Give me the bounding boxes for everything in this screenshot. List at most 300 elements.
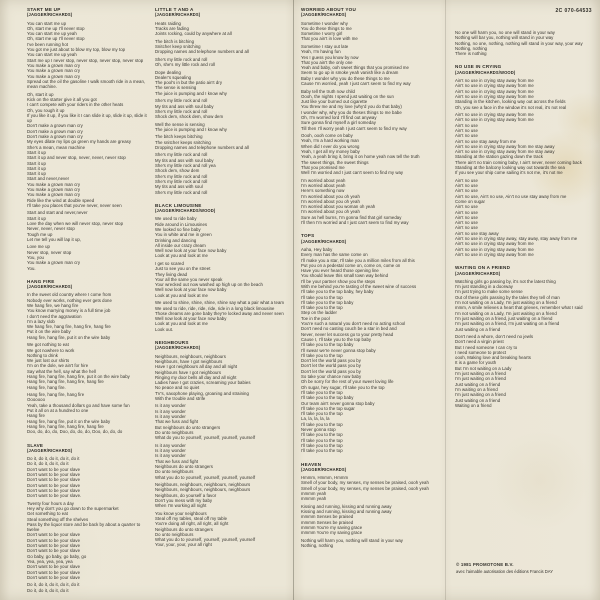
permission-line: avec l'aimable autorisation des éditions Francis DAY <box>456 569 554 574</box>
lyric-line: Look at you and look at me <box>155 253 208 259</box>
lyric-line: Kissing and running, kissing and running away <box>301 503 392 509</box>
lyric-line: Ain't no use <box>455 127 478 133</box>
lyric-line: Don't want to be your slave <box>27 564 81 570</box>
lyric-line: Oh, you rough it up <box>27 107 65 113</box>
lyric-line: I'll take you to the top <box>301 421 343 427</box>
lyric-line: mmmm yeah <box>301 490 327 496</box>
lyric-line: Yeah, take a thousand dollars go and have some fun <box>27 402 130 408</box>
lyric-line: Till then I'll worry yeah I just can't seem to find my way <box>301 125 407 131</box>
lyric-line: Ain't no use in crying stay away from me <box>455 117 534 123</box>
lyric-line: I'll take you to the top <box>301 437 343 443</box>
lyric-line: You can start me up <box>27 20 67 26</box>
lyric-line: We used to ride, ride, ride, ride, ride in a long black limousine <box>155 305 275 311</box>
lyric-line: Tracks are fading <box>155 25 189 31</box>
lyric-line: Don't let the world pass you by <box>301 363 361 369</box>
lyric-line: You threw me and my love (why'd you do that baby) <box>301 104 402 110</box>
lyric-line: I'm just waiting on a friend, just waiting on a friend <box>455 315 553 321</box>
lyric-line: I can't compete with your riders in the other heats <box>27 102 124 108</box>
song-section <box>455 30 593 56</box>
lyric-line: Never, never let success go to your pretty head <box>301 331 394 337</box>
lyric-line: When I'm working all night <box>155 503 207 509</box>
lyric-line: Don't want to be your slave <box>27 487 81 493</box>
lyric-line: Put it on the wire baby <box>27 329 71 335</box>
lyric-line: Ain't no use in crying stay away, stay away, stay away from me <box>455 236 578 242</box>
lyric-line: I'm just waiting on a friend, I'm just waiting on a friend <box>455 321 560 327</box>
lyric-line: Don't you mess with my baby <box>155 497 213 503</box>
lyric-line: When did I ever do you wrong <box>301 143 360 149</box>
lyric-line: Nothing will harm you, nothing will stand in your way <box>301 537 404 543</box>
lyric-line: Put you on a pedestal come on, come on, come on <box>301 262 401 268</box>
lyric-line: Ain't no use in crying stay away from me <box>455 83 534 89</box>
lyric-line: She's my little rock and roll yea <box>155 163 216 169</box>
lyric-line: La, la, la, la, la <box>301 416 330 422</box>
lyrics-column-2 <box>155 7 289 556</box>
lyric-line: She's a mean, mean machine <box>27 144 86 150</box>
lyric-line: You can start me up yeah <box>27 52 77 58</box>
lyric-line: Don't let the world pass you by <box>301 358 361 364</box>
lyric-line: Shock dem, show dem <box>155 168 200 174</box>
lyric-line: I'm a lazy slob <box>27 318 55 324</box>
lyric-line: Ain't no use in crying stay away from me <box>455 88 534 94</box>
lyric-line: Don't want to be your slave <box>27 477 81 483</box>
song-credit: (JAGGER/RICHARDS) <box>27 447 73 453</box>
lyric-line: Nothing will bar you, nothing will stand in your way <box>455 35 554 41</box>
lyric-line: She's my little rock and roll <box>155 173 208 179</box>
song-title: BLACK LIMOUSINE <box>155 202 202 208</box>
lyric-line: Don't make a grown man cry <box>27 123 83 129</box>
lyric-line: Ain't no use <box>455 220 478 226</box>
lyric-line: I'll take you to the top baby <box>301 299 354 305</box>
lyric-line: That you promised me <box>301 164 345 170</box>
lyric-line: Start me up I never stop, never stop, never stop, never stop <box>27 57 144 63</box>
lyric-line: Start it up <box>27 165 46 171</box>
lyric-line: I don't need the aggravation <box>27 313 82 319</box>
lyric-line: The juice is pumping and I know why <box>155 126 227 132</box>
lyric-line: Look out. <box>155 326 174 332</box>
song-section <box>455 64 593 257</box>
lyric-line: Is it any wonder <box>155 403 186 409</box>
song-section <box>455 265 593 408</box>
lyric-line: Do it, do it, do it, do it, do it <box>27 456 80 462</box>
copyright-footer <box>456 561 596 575</box>
lyric-line: Standing at the station gazing down the track <box>455 154 544 160</box>
song-credit: (JAGGER/RICHARDS/WOOD) <box>455 69 516 75</box>
lyric-line: You can start me up yeah <box>27 31 77 37</box>
lyric-line: Ain't no use <box>455 133 478 139</box>
lyric-line: Ain't no use <box>455 188 478 194</box>
lyric-line: Hang fire, hang fire. <box>27 384 66 390</box>
lyric-line: Neighbours, neighbours, neighbours, neighbours <box>155 482 251 487</box>
lyric-line: I'll take you to the top <box>301 305 343 311</box>
lyric-line: I'll take you to the top <box>301 411 343 417</box>
lyric-line: Twenty four hours a day <box>27 500 75 506</box>
lyric-line: The bitch keeps bitching <box>155 134 203 140</box>
lyric-line: Neighbours do unto strangers <box>155 526 214 532</box>
lyric-line: Seem to go up in smoke yeah vanish like a dream <box>301 70 399 76</box>
lyric-line: mmm, A smile relieves a heart that grieves, remember what I said <box>455 305 583 311</box>
lyric-line: Spread out the oil the gasoline I walk smooth ride in a mean, mean machine. <box>27 78 146 90</box>
song-title: TOPS <box>301 233 315 239</box>
lyric-line: Is it any wonder <box>155 442 186 448</box>
lyric-line: Well I'm worried and I just can't seem to find my way <box>301 170 404 176</box>
lyric-line: Ain't no use <box>455 209 478 215</box>
lyric-line: Ain't no use in crying stay away from me <box>455 251 534 257</box>
lyric-line: The sense is sensing <box>155 85 197 91</box>
lyric-line: Come on sugar <box>455 198 486 204</box>
lyric-line: Hang fire, hang fire, put it on the wire baby <box>27 334 111 340</box>
lyric-line: You in white and me in green <box>155 232 212 238</box>
song-section <box>301 233 439 453</box>
lyric-line: Never gonna stop <box>301 427 336 433</box>
lyric-line: Cause I'm worried, yeah I just can't seem to find my way <box>301 81 411 87</box>
lyric-line: Nothing, no one, nothing, nothing will stand in your way, your way <box>455 40 583 46</box>
lyric-line: Kick on the starter give it all you got <box>27 96 97 102</box>
lyric-line: I'll be your partner show you the steps <box>301 278 376 284</box>
lyric-line: Nobody ever works, nothing ever gets done <box>27 297 112 303</box>
lyric-line: mmmm Senses be praised <box>301 514 354 520</box>
lyric-line: Don't want to be your slave <box>27 466 81 472</box>
lyrics-column-4 <box>455 30 593 416</box>
lyric-line: Oh be sorry for the rest of your sweet loving life <box>301 379 394 385</box>
lyric-line: Oh, you see a face in the window it's not real, it's not real <box>455 104 567 110</box>
lyric-line: I'm on the dole, we ain't for hire <box>27 363 89 369</box>
lyric-line: mmmm yeah <box>301 496 327 502</box>
lyric-line: Sometime I worry girl <box>301 31 343 37</box>
lyric-line: In the sweet old country where I come from <box>27 292 112 298</box>
lyric-line: It is a game for youth <box>455 360 497 366</box>
lyric-line: We used to ride baby <box>155 216 197 222</box>
lyric-line: Do it, do it, do it, do it <box>27 461 69 467</box>
lyric-line: Nothing, nothing <box>455 45 488 51</box>
lyric-line: Start it up and never stop, never, never, never stop <box>27 155 126 161</box>
lyric-line: My tits and ass with soul baby <box>155 157 214 163</box>
song-credit: (JAGGER/RICHARDS) <box>301 12 347 18</box>
lyric-line: Joints rocking, could by anywhere at all <box>155 31 232 37</box>
lyric-line: I'll take you to the top <box>301 352 343 358</box>
lyric-line: Baby tell the truth now child <box>301 88 355 94</box>
lyric-line: Sure gonna find myself a girl someday <box>301 120 376 126</box>
song-section <box>155 203 289 332</box>
lyric-line: Neighbours, neighbours, neighbours <box>155 353 226 359</box>
lyric-line: Ride like the wind at double speed <box>27 197 95 203</box>
lyric-line: I get so scared <box>155 260 184 266</box>
lyric-line: Doo, do, do, do, Doo, do, do, do, Doo, do, do, do <box>27 429 123 435</box>
lyric-line: That you ain't the only one <box>301 59 353 65</box>
lyric-line: The sweet things, the sweet things <box>301 159 369 165</box>
lyric-line: Don't want to be your slave. <box>27 493 82 499</box>
lyric-line: If you like it up, if you like it I can slide it up, slide it up, slide it up <box>27 112 147 124</box>
lyric-line: Don't want to be your slave <box>27 574 81 580</box>
song-section <box>155 7 289 195</box>
song-credit: (JAGGER/RICHARDS) <box>155 12 201 18</box>
lyric-line: You make a grown man cry <box>27 68 81 74</box>
lyric-line: Dropping names and telephone numbers and all <box>155 144 249 150</box>
lyric-line: You're doing all right, all right, all right <box>155 521 229 527</box>
lyric-line: Well the sense is sensing <box>155 121 205 127</box>
lyric-line: She's my little rock and roll <box>155 178 208 184</box>
lyric-line: Ain't no use in crying stay away from me <box>455 241 534 247</box>
lyric-line: With me behind you're tasting of the sweet wine of success <box>301 284 417 289</box>
lyric-line: Don't make a grown man cry <box>27 128 83 134</box>
lyric-line: Ain't no use in crying stay away from me <box>455 78 534 84</box>
lyric-line: Ain't no use in crying stay away from me stay away <box>455 149 555 155</box>
lyric-line: Steal something off the shelves <box>27 516 89 522</box>
lyric-line: Oh, I'm worried lord I'll find out anyway <box>301 115 377 121</box>
lyric-line: I'm worried about you oh yeah <box>301 209 360 215</box>
lyric-line: Just waiting on a friend <box>455 381 501 387</box>
lyric-line: Your, your, your, your all right <box>155 542 212 548</box>
lyric-line: We looked so fine baby <box>155 227 201 232</box>
lyric-line: Look at you and look at me <box>155 292 208 298</box>
lyric-line: Do it, do it, do it, do it <box>27 587 69 593</box>
lyric-line: You make a grown man cry <box>27 62 81 68</box>
lyric-line: Well now look at your face now baby <box>155 316 227 322</box>
copyright-line: © 1981 PROMOTONE B.V. <box>456 562 514 567</box>
lyric-line: Is it any wonder <box>155 414 186 420</box>
lyric-line: We just lost our shirts <box>27 358 70 364</box>
lyric-line: I'm worried about yeah <box>301 182 346 188</box>
lyric-line: I need someone to protect <box>455 349 507 355</box>
lyric-line: Say what the hell, say what the hell <box>27 368 96 374</box>
lyric-line: I'm worried about you woman oh yeah <box>301 204 376 210</box>
lyric-line: Ride around in Limousines <box>155 221 208 227</box>
fold-crease-right <box>445 0 446 600</box>
lyric-line: There ain't no train coming baby, I ain't never, never coming back <box>455 159 582 165</box>
lyric-line: Love the day when we will never stop, never stop <box>27 220 124 226</box>
lyric-line: Don't want to be your slave <box>27 471 81 477</box>
lyric-line: Ain't no use stay away from me <box>455 138 517 144</box>
lyric-line: The snitcher keeps snitching <box>155 139 211 145</box>
lyric-line: Step on the ladder <box>301 310 338 316</box>
lyric-line: No one will harm you, no one will stand in your way <box>455 30 555 35</box>
lyric-line: Yeah, a yeah bring it, bring it on home yeah now tell the truth <box>301 154 420 160</box>
lyric-line: I'm waiting on a friend <box>455 386 498 392</box>
song-section <box>301 7 439 225</box>
song-title: NEIGHBOURS <box>155 340 189 346</box>
lyric-line: I'm just trying to make some sense <box>455 289 523 295</box>
lyric-line: Out of these girls passing by the tales they tell of man <box>455 294 560 300</box>
lyric-line: You got me just about to blow my top, blow my top <box>27 47 126 53</box>
lyric-line: Don't want to be your slave <box>27 548 81 554</box>
lyric-line: I'll take you to the top <box>301 294 343 300</box>
lyric-line: Pass by the liquor store and be back by about a quarter to twelve <box>27 521 141 533</box>
lyric-line: Hang fire, hang fire, hang fire, hang fire <box>27 379 104 385</box>
lyrics-column-3 <box>301 7 439 556</box>
lyric-line: That you ain't in love with me <box>301 36 358 42</box>
lyric-line: Don't want to be your slave <box>27 532 81 538</box>
lyric-line: But I'm not waiting on a Lady <box>455 365 512 371</box>
lyric-line: I'll then I'm worried and I just can't seem to find my way <box>301 220 409 226</box>
lyric-line: Put it all on at a hundred to one <box>27 408 89 414</box>
lyric-line: Ooooooo <box>27 397 46 403</box>
lyric-line: She's my little rock and roll <box>155 108 208 114</box>
lyric-line: You, you <box>27 254 44 260</box>
song-title: START ME UP <box>27 7 61 12</box>
lyric-line: I'll take you to the top <box>301 432 343 438</box>
song-section <box>27 443 151 593</box>
lyric-line: We used to shine, shine, shine, shine say what a pair what a team <box>155 300 285 306</box>
lyric-line: All inside our crazy dream <box>155 242 206 248</box>
lyric-line: TV's, saxophone playing, groaning and straining <box>155 390 249 396</box>
lyric-line: With the trouble and strife <box>155 395 206 401</box>
song-title: WORRIED ABOUT YOU <box>301 7 357 12</box>
fold-crease-center <box>293 0 294 600</box>
lyric-line: Smell of your body, my senses, my senses be praised, oooh yeah <box>301 480 429 486</box>
lyric-line: Neighbours, have I got neighbours <box>155 358 223 364</box>
lyric-line: Don't want to be your slave <box>27 482 81 488</box>
lyric-line: No peace and no quiet <box>155 385 200 391</box>
lyric-line: Do unto neighbours <box>155 531 194 537</box>
song-credit: (JAGGER/RICHARDS) <box>27 12 73 18</box>
lyric-line: Oooh, the nights I spend just waiting on the sun <box>301 93 394 99</box>
lyric-line: Hang fire, hang fire, hang fire, hang fire <box>27 423 104 429</box>
lyric-line: You're such a natural you don't need no acting school <box>301 321 406 327</box>
lyric-line: Go baby, go baby, go baby, go <box>27 553 87 559</box>
lyric-line: Don't want to be your slave <box>27 537 81 543</box>
lyric-line: Ain't no use in crying stay away from me <box>455 246 534 252</box>
lyric-line: Kissing and running, kissing and running away <box>301 509 392 515</box>
lyric-line: Ain't no use in crying stay away from me <box>455 93 534 99</box>
lyric-line: Hmmm, Hmmm, Hmmm <box>301 475 349 481</box>
lyric-line: Oh sugar, hey sugar, I'll take you to the top <box>301 384 385 390</box>
lyric-line: I'm just standing in a doorway <box>455 284 513 290</box>
lyric-line: Well now look at your face now baby <box>155 248 227 254</box>
lyric-line: Oh, start me up I'll never stop <box>27 36 85 42</box>
catalog-number: 2C 070-64533 <box>555 8 592 14</box>
lyric-line: I'll take you to the top baby <box>301 395 354 401</box>
lyric-line: Don't make a grown man cry <box>27 134 83 140</box>
lyric-line: She's my little rock and roll <box>155 152 208 158</box>
lyric-line: She's my little rock and roll <box>155 189 208 195</box>
lyric-line: Start and start and never,never <box>27 210 88 216</box>
lyric-line: Hang fire, hang fire, hang fire <box>27 392 85 398</box>
lyric-line: Ain't no use <box>455 177 478 183</box>
lyric-line: Heats raiding <box>155 20 181 26</box>
lyric-line: But I need someone I can cry to <box>455 344 518 350</box>
lyric-line: Well now look at your face now baby <box>155 287 227 293</box>
lyric-line: Watching girls go passing by, it's not the latest thing <box>455 278 556 284</box>
lyric-line: She's my little rock and roll <box>155 56 208 62</box>
lyric-line: Get something to eat <box>27 511 68 517</box>
lyric-line: Hey why don't you go down to the supermarket <box>27 505 119 511</box>
lyric-line: Ain't no use <box>455 183 478 189</box>
lyric-line: Start and never,never <box>27 176 70 182</box>
lyric-line: So take your chance now baby <box>301 374 362 380</box>
lyric-line: Ain't no use <box>455 214 478 220</box>
lyric-line: The juice is pumping and I know why <box>155 90 227 96</box>
lyric-line: Let me tell you will lap it up, <box>27 236 82 242</box>
lyric-line: Yeah, I get all my money baby <box>301 148 360 154</box>
lyric-line: I'll take you to the top sugar <box>301 405 355 411</box>
lyric-line: Standing in the kitchen, looking way out across the fields <box>455 99 566 105</box>
lyric-line: Ain't no use <box>455 122 478 128</box>
song-title: NO USE IN CRYING <box>455 64 502 70</box>
lyric-line: Ain't no use <box>455 204 478 210</box>
lyric-line: I'll take you places that you've never, never seen <box>27 202 122 208</box>
lyric-line: Aaha, Hey baby <box>301 246 333 252</box>
lyric-line: Shock dem, shock dem, show dem <box>155 114 224 120</box>
song-section <box>155 340 289 548</box>
lyric-line: Is it any wonder <box>155 408 186 414</box>
lyric-line: Hang fire, hang fire, hang fire, put it on the wire baby <box>27 374 130 380</box>
lyric-line: That we fuss and fight <box>155 419 199 425</box>
lyric-line: mmmm You're my saving grace <box>301 530 363 536</box>
lyric-line: Hang fire, hang fire, put it on the wire baby <box>27 418 111 424</box>
lyric-line: Start it up <box>27 171 46 177</box>
lyric-line: Yea, yea, yea, yea, yea <box>27 558 73 564</box>
lyric-line: I'm worried about you oh yeah <box>301 193 360 199</box>
lyric-line: Oooh, oooh come on baby <box>301 133 353 139</box>
lyric-line: We got nothing to eat <box>27 342 69 348</box>
lyric-line: If you see your ship come sailing it's not me, it's not me <box>455 170 563 176</box>
lyric-line: oooh, Making love and breaking hearts <box>455 355 531 361</box>
lyric-line: I'll take you to the top <box>301 448 343 454</box>
lyric-line: Dealer's squealing <box>155 74 192 80</box>
lyrics-column-1 <box>27 7 151 600</box>
lyric-line: Dropping names and telephone numbers and all <box>155 49 249 55</box>
lyric-line: Just waiting on a friend <box>455 326 501 332</box>
song-title: LITTLE T AND A <box>155 7 194 12</box>
lyric-line: Ringing my door bells all day and all night <box>155 374 237 380</box>
lyric-line: We hang fire, we hang fire <box>27 303 79 308</box>
lyric-line: That we fuss and fight <box>155 458 199 464</box>
lyric-line: You make a grown man cry <box>27 186 81 192</box>
song-credit: (JAGGER/RICHARDS/WOOD) <box>155 208 216 214</box>
song-title: HEAVEN <box>301 461 322 467</box>
lyric-line: Cause I, I'll take you to the top baby <box>301 336 372 342</box>
lyric-line: Never stop, never stop <box>27 249 72 255</box>
lyric-line: There is nothing <box>455 51 487 57</box>
lyric-line: Ain't no use in crying stay away from me stay away <box>455 143 555 149</box>
lyric-line: Ain't no use <box>455 225 478 231</box>
lyric-line: You do these things to me <box>301 25 352 31</box>
lyric-line: Do it, do it, do it, do it, do it <box>27 582 80 588</box>
lyric-line: Standing at the balcony looking way out towards the sea <box>455 165 566 171</box>
lyric-line: Oh, start me up I'll never stop <box>27 25 85 31</box>
lyric-line: Tough me up <box>27 231 53 237</box>
lyric-line: Start it up <box>27 215 46 221</box>
song-title: SLAVE <box>27 442 44 448</box>
lyric-line: The pool's in but the patio ain't dry <box>155 80 223 86</box>
lyric-line: Don't want to be your slave <box>27 543 81 549</box>
lyric-line: Snitcher keep snitching <box>155 43 201 49</box>
lyric-line: Don't need a virgin priest <box>455 339 504 345</box>
lyric-line: I'm just waiting on a friend <box>455 376 506 382</box>
lyric-line: Yeah and baby, ooh sweet things that you promised me <box>301 65 409 71</box>
song-credit: (JAGGER/RICHARDS) <box>455 270 501 276</box>
lyric-line: Toe in the pool <box>301 315 330 321</box>
lyric-line: The bitch is bitching <box>155 38 195 44</box>
lyric-line: Yeah, I'm a hard working man <box>301 138 359 144</box>
lyric-line: You make a grown man cry <box>27 181 81 187</box>
lyric-line: Neighbours do unto strangers <box>155 463 214 469</box>
lyric-line: I'll swear we're never gonna stop baby <box>301 347 376 353</box>
lyric-line: Just like your burned out cigarette <box>301 99 368 105</box>
lyric-line: Ladies have I got crazies, screaming your babies <box>155 380 251 386</box>
lyric-line: We got nowhere to work <box>27 347 75 353</box>
lyric-line: Hang fire <box>27 413 45 419</box>
lyric-line: Drinking and dancing <box>155 237 197 243</box>
song-title: HANG FIRE <box>27 278 55 284</box>
lyric-line: You make a grown man cry <box>27 260 81 266</box>
lyric-line: You. <box>27 265 36 271</box>
lyric-line: You know marrying money is a full time job <box>27 308 111 314</box>
lyric-line: Dope dealing <box>155 69 181 75</box>
lyric-line: Never, never, never stop <box>27 226 75 232</box>
lyric-line: I'm worried about you oh yeah <box>301 198 360 204</box>
song-title: WAITING ON A FRIEND <box>455 265 511 271</box>
lyric-line: mmmm Senses be praised <box>301 519 354 525</box>
